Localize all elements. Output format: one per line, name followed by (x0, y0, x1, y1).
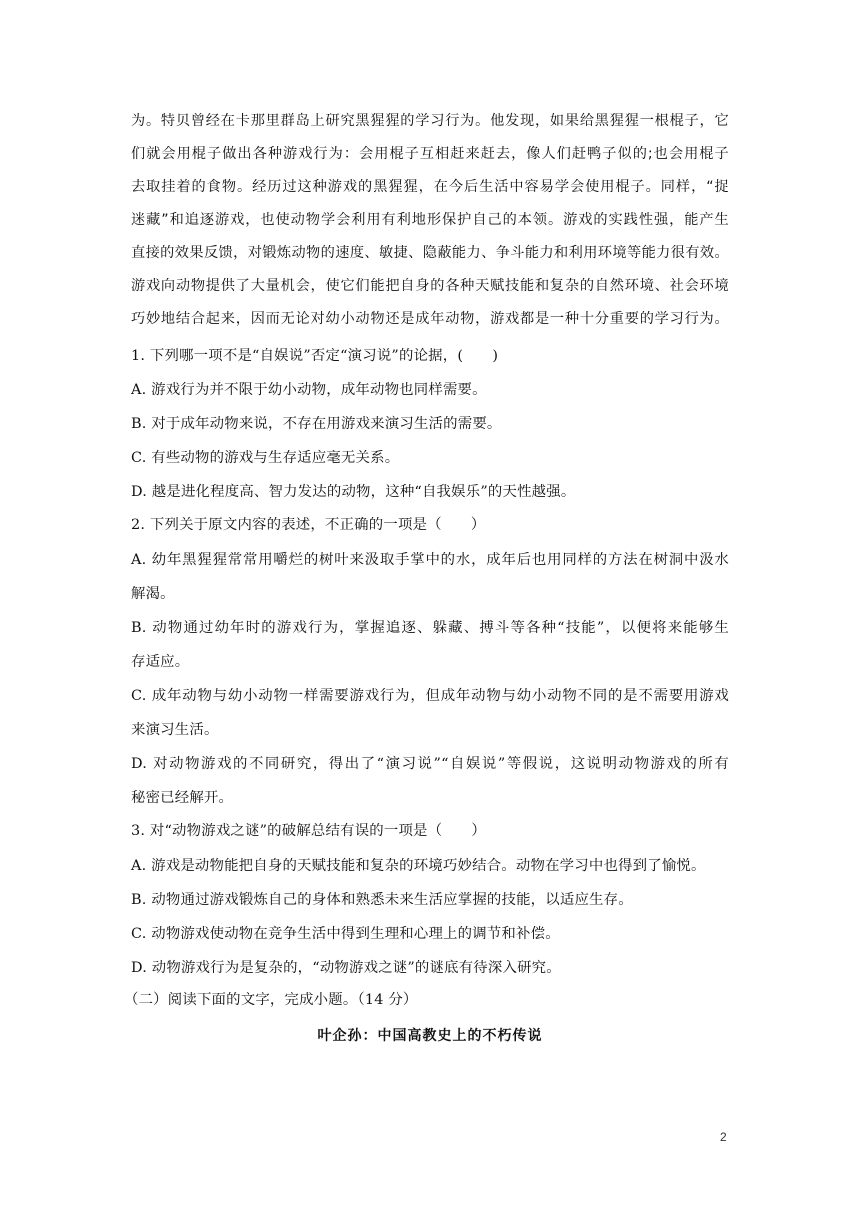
passage-line: 游戏向动物提供了大量机会，使它们能把自身的各种天赋技能和复杂的自然环境、社会环境 (131, 278, 729, 294)
question-1-option-b: B. 对于成年动物来说，不存在用游戏来演习生活的需要。 (131, 416, 502, 432)
question-2-option-c-cont: 来演习生活。 (131, 722, 219, 738)
passage-line: 迷藏”和追逐游戏，也使动物学会利用有利地形保护自己的本领。游戏的实践性强，能产生 (131, 212, 729, 228)
page-number: 2 (720, 1130, 727, 1144)
passage-line: 巧妙地结合起来，因而无论对幼小动物还是成年动物，游戏都是一种十分重要的学习行为。 (131, 311, 729, 327)
question-1-option-a: A. 游戏行为并不限于幼小动物，成年动物也同样需要。 (131, 382, 487, 398)
question-3-stem: 3. 对“动物游戏之谜”的破解总结有误的一项是（ ） (131, 823, 487, 839)
passage-line: 去取挂着的食物。经历过这种游戏的黑猩猩，在今后生活中容易学会使用棍子。同样，“捉 (131, 179, 729, 195)
question-2-option-d-cont: 秘密已经解开。 (131, 790, 234, 806)
question-3-option-a: A. 游戏是动物能把自身的天赋技能和复杂的环境巧妙结合。动物在学习中也得到了愉悦。 (131, 858, 706, 874)
question-3-option-d: D. 动物游戏行为是复杂的，“动物游戏之谜”的谜底有待深入研究。 (131, 960, 561, 976)
question-3-option-b: B. 动物通过游戏锻炼自己的身体和熟悉未来生活应掌握的技能，以适应生存。 (131, 892, 633, 908)
question-2-stem: 2. 下列关于原文内容的表述，不正确的一项是（ ） (131, 517, 486, 533)
article-title: 叶企孙：中国高教史上的不朽传说 (317, 1028, 543, 1044)
passage-line: 直接的效果反馈，对锻炼动物的速度、敏捷、隐蔽能力、争斗能力和利用环境等能力很有效。 (131, 245, 729, 261)
question-1-option-d: D. 越是进化程度高、智力发达的动物，这种“自我娱乐”的天性越强。 (131, 484, 576, 500)
section-heading: （二）阅读下面的文字，完成小题。（14 分） (124, 992, 418, 1008)
question-2-option-d: D. 对动物游戏的不同研究，得出了“演习说”“自娱说”等假说，这说明动物游戏的所有 (131, 756, 729, 772)
passage-line: 们就会用棍子做出各种游戏行为：会用棍子互相赶来赶去，像人们赶鸭子似的;也会用棍子 (131, 146, 729, 162)
question-2-option-c: C. 成年动物与幼小动物一样需要游戏行为，但成年动物与幼小动物不同的是不需要用游戏 (131, 688, 729, 704)
question-2-option-a: A. 幼年黑猩猩常常用嚼烂的树叶来汲取手掌中的水，成年后也用同样的方法在树洞中汲水 (131, 552, 729, 568)
question-1-stem: 1. 下列哪一项不是“自娱说”否定“演习说”的论据，( ) (131, 348, 499, 364)
question-1-option-c: C. 有些动物的游戏与生存适应毫无关系。 (131, 450, 400, 466)
question-2-option-b-cont: 存适应。 (131, 654, 190, 670)
passage-line: 为。特贝曾经在卡那里群岛上研究黑猩猩的学习行为。他发现，如果给黑猩猩一根棍子，它 (131, 113, 729, 129)
question-3-option-c: C. 动物游戏使动物在竞争生活中得到生理和心理上的调节和补偿。 (131, 926, 560, 942)
question-2-option-b: B. 动物通过幼年时的游戏行为，掌握追逐、躲藏、搏斗等各种“技能”，以便将来能够生 (131, 620, 729, 636)
question-2-option-a-cont: 解渴。 (131, 586, 175, 602)
